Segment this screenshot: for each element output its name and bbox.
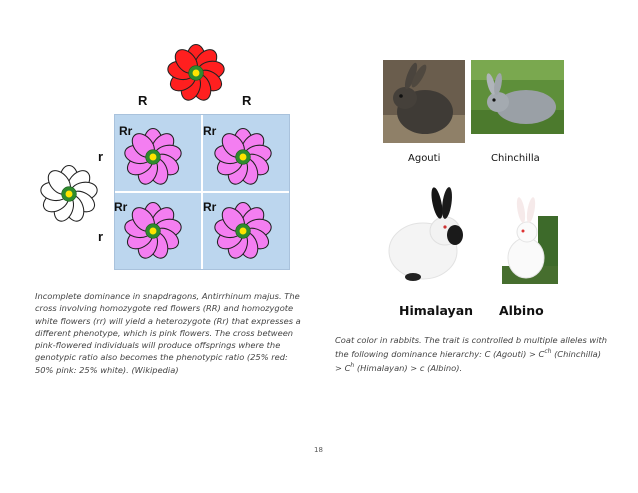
- white-flower-icon: [36, 161, 102, 227]
- cell-label-1: Rr: [119, 124, 133, 138]
- page-number: 18: [314, 446, 323, 454]
- albino-rabbit-photo: [502, 196, 558, 284]
- agouti-label: Agouti: [408, 153, 441, 164]
- row-header-2: r: [98, 229, 104, 244]
- row-header-1: r: [98, 149, 104, 164]
- pink-flower-icon: [120, 124, 186, 190]
- pink-flower-icon: [120, 198, 186, 264]
- cell-label-3: Rr: [114, 200, 128, 214]
- albino-label: Albino: [499, 303, 544, 318]
- pink-flower-icon: [210, 124, 276, 190]
- col-header-1: R: [138, 93, 148, 108]
- snapdragon-caption: Incomplete dominance in snapdragons, Antirrhinum majus. The cross involving homozygote red flowers (RR) and homozygote white flowers (rr) will yield a heterozygote (Rr) that expresses a different phenotype, which is pink flowers. The cross between pink-flowered individuals will produce offsprings where the genotypic ratio also becomes the phenotypic ratio (25% red: 50% pink: 25% white). (Wikipedia): [35, 291, 301, 375]
- cell-label-4: Rr: [203, 200, 217, 214]
- col-header-2: R: [242, 93, 252, 108]
- chinchilla-rabbit-photo: [471, 60, 564, 134]
- cell-label-2: Rr: [203, 124, 217, 138]
- agouti-rabbit-photo: [383, 60, 465, 143]
- rabbit-caption: Coat color in rabbits. The trait is controlled b multiple alleles with the following dominance hierarchy: C (Agouti) > $C^{ch}$ (Chinchilla) > $C^h$ (Himalayan) > c (Albino).: [335, 335, 608, 374]
- himalayan-label: Himalayan: [399, 303, 474, 318]
- himalayan-rabbit-photo: [383, 183, 476, 289]
- red-flower-icon: [163, 40, 229, 106]
- pink-flower-icon: [210, 198, 276, 264]
- chinchilla-label: Chinchilla: [491, 153, 540, 164]
